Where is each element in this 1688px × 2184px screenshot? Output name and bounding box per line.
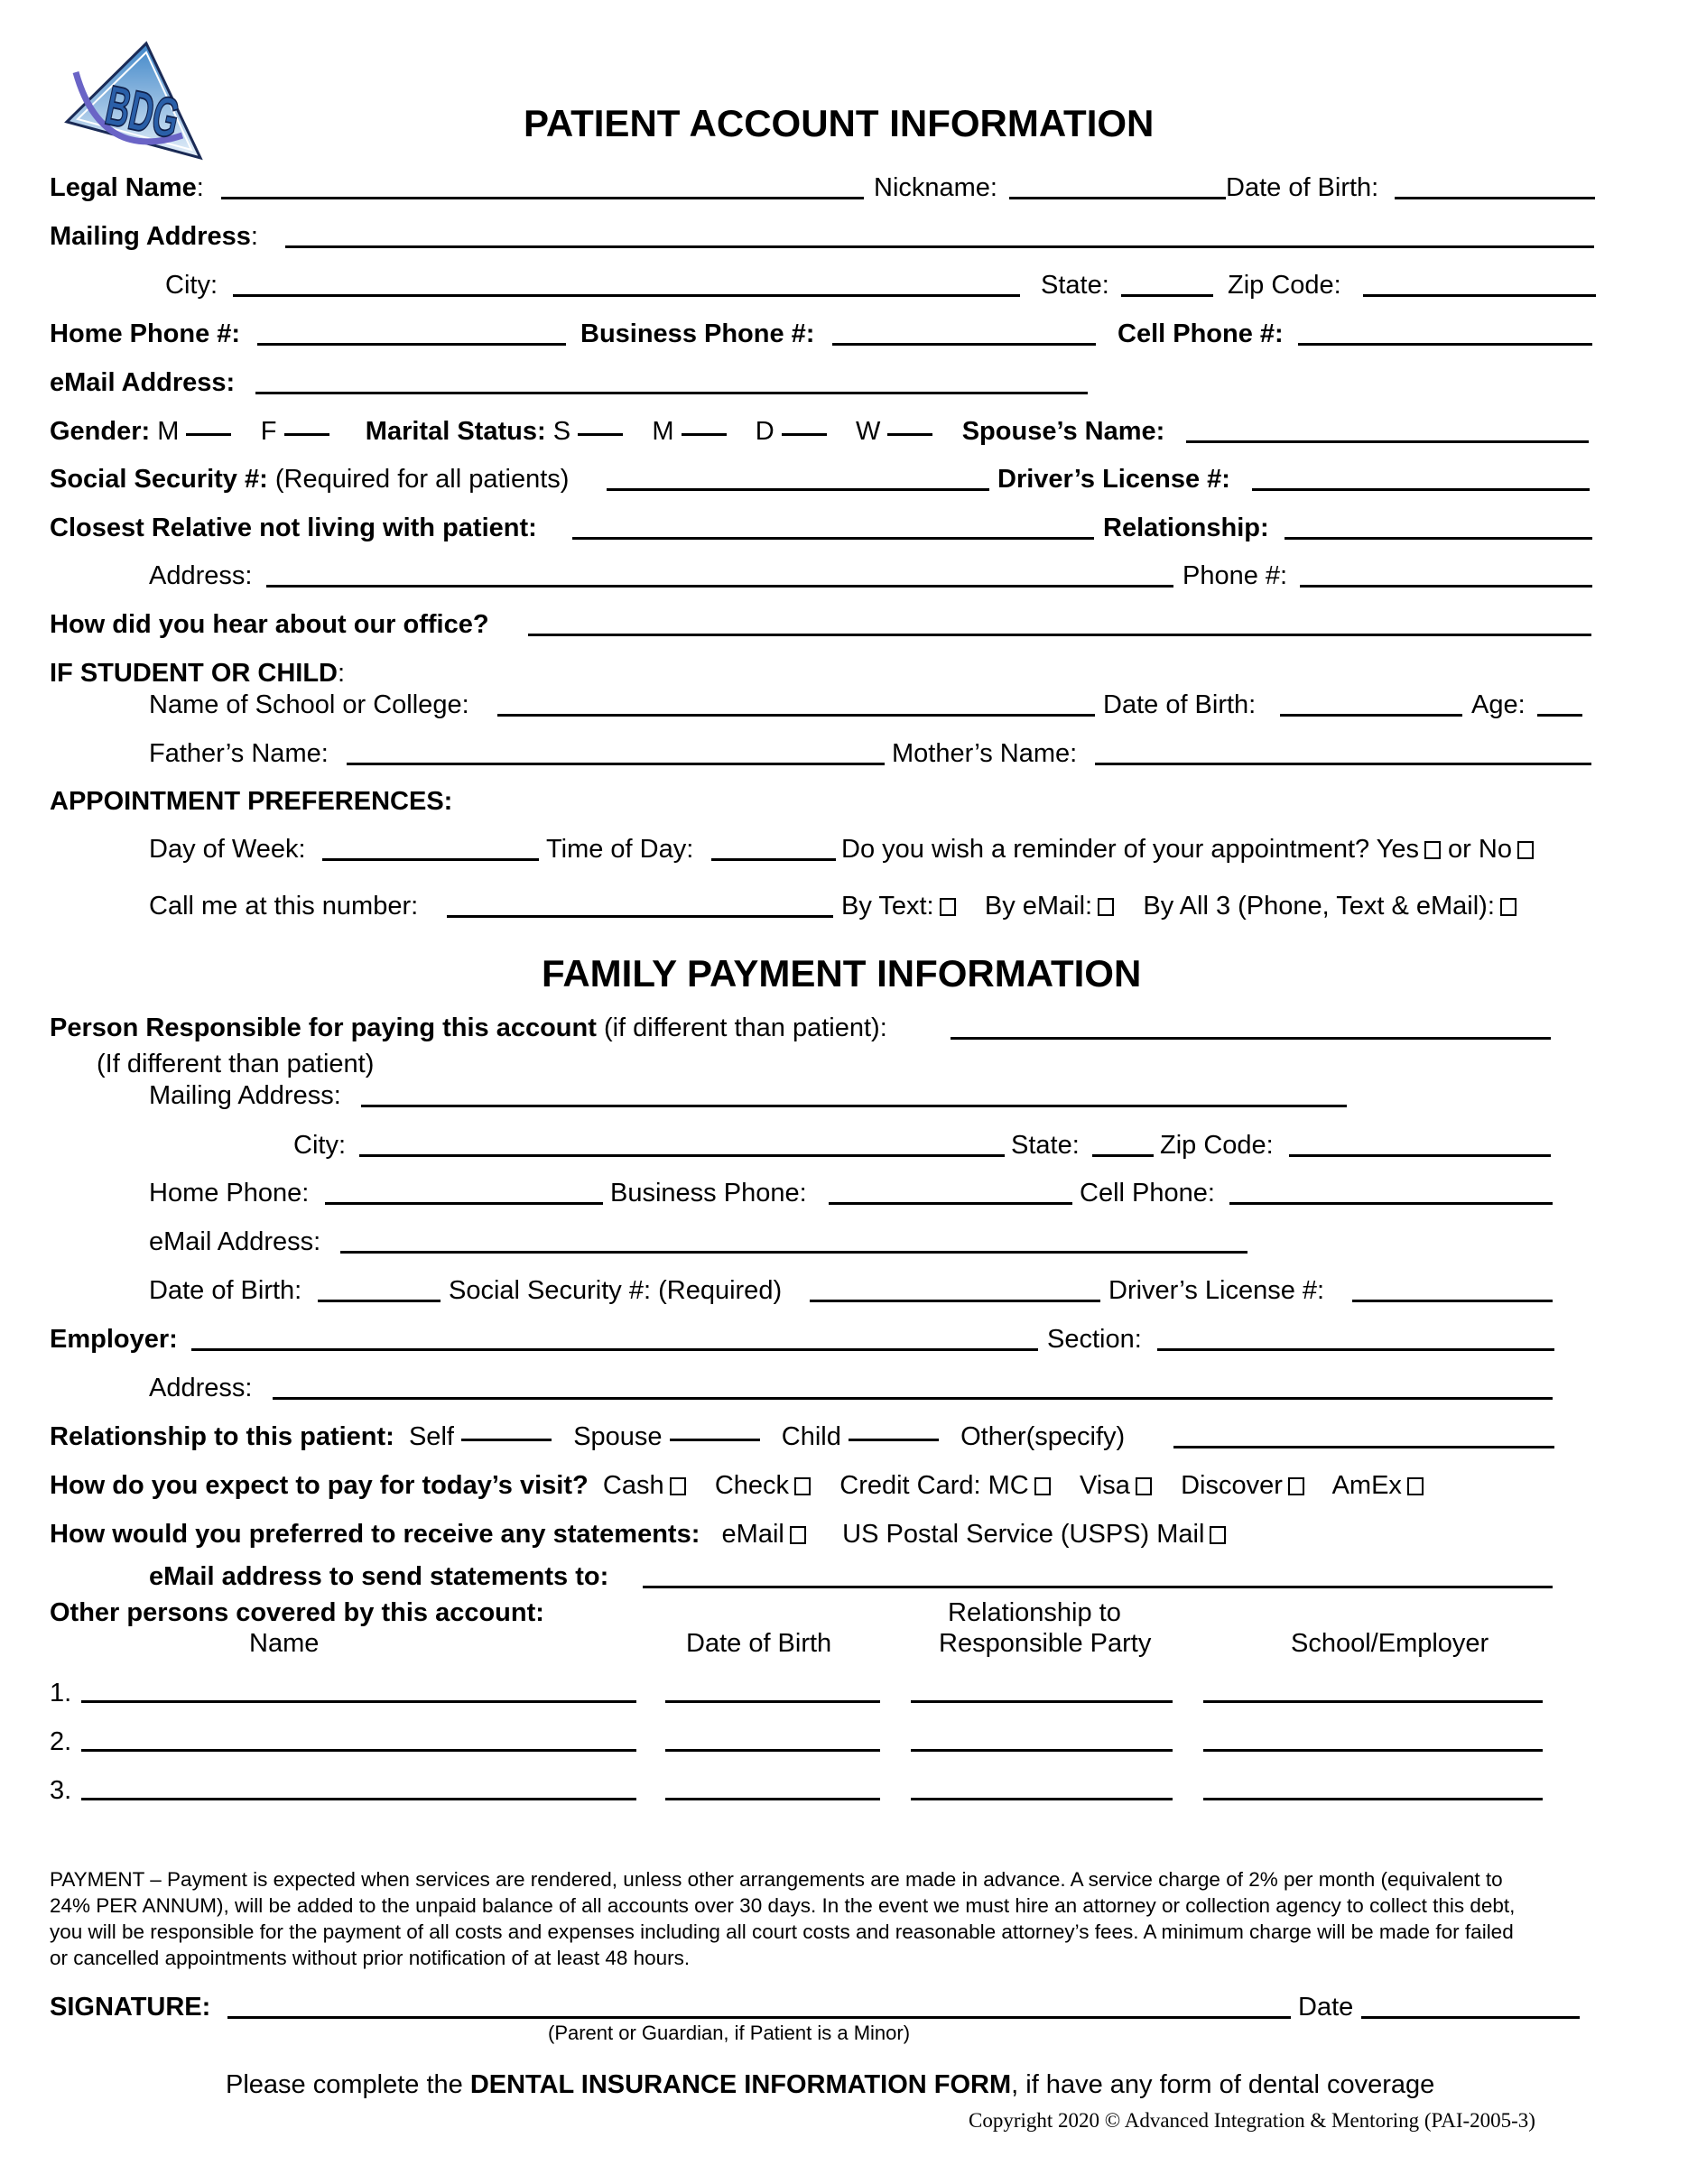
dob-label: Date of Birth: bbox=[1226, 173, 1379, 202]
cell-phone-field[interactable] bbox=[1298, 343, 1592, 346]
nickname-field[interactable] bbox=[1009, 197, 1226, 199]
bdg-logo bbox=[56, 36, 209, 162]
hear-about-label: How did you hear about our office? bbox=[50, 610, 489, 639]
zip-label: Zip Code: bbox=[1228, 271, 1341, 300]
zip-field[interactable] bbox=[1363, 294, 1596, 297]
pay-visa-checkbox[interactable] bbox=[1136, 1477, 1152, 1495]
family-dl-label: Driver’s License #: bbox=[1108, 1276, 1325, 1305]
relationship-field[interactable] bbox=[1285, 537, 1592, 540]
date-label: Date bbox=[1298, 1993, 1354, 2022]
state-field[interactable] bbox=[1121, 294, 1213, 297]
statement-pref-row: How would you preferred to receive any statements: eMail US Postal Service (USPS) Mail bbox=[50, 1522, 1226, 1548]
stmt-email-field[interactable] bbox=[643, 1586, 1553, 1588]
row-3-rel-field[interactable] bbox=[911, 1798, 1173, 1800]
legal-name-field[interactable] bbox=[221, 197, 864, 199]
spouse-name-field[interactable] bbox=[1186, 440, 1589, 443]
relative-label: Closest Relative not living with patient: bbox=[50, 514, 537, 542]
relative-phone-label: Phone #: bbox=[1183, 561, 1288, 590]
legal-name-label: Legal Name: bbox=[50, 173, 204, 202]
age-field[interactable] bbox=[1537, 714, 1582, 717]
contact-options: By Text: By eMail: By All 3 (Phone, Text & eMail): bbox=[841, 893, 1516, 920]
stmt-email-label: eMail address to send statements to: bbox=[149, 1562, 609, 1591]
relative-phone-field[interactable] bbox=[1300, 585, 1592, 588]
marital-w-field[interactable] bbox=[887, 433, 932, 436]
marital-m-field[interactable] bbox=[682, 433, 727, 436]
logo-icon bbox=[56, 36, 209, 162]
responsible-field[interactable] bbox=[951, 1037, 1551, 1040]
home-phone-field[interactable] bbox=[257, 343, 566, 346]
row-2-dob-field[interactable] bbox=[665, 1749, 880, 1752]
row-1-name-field[interactable] bbox=[81, 1700, 636, 1703]
marital-s-field[interactable] bbox=[578, 433, 623, 436]
stmt-usps-checkbox[interactable] bbox=[1210, 1526, 1226, 1544]
signature-label: SIGNATURE: bbox=[50, 1993, 211, 2022]
family-cell-phone-field[interactable] bbox=[1229, 1202, 1553, 1205]
payment-terms: PAYMENT – Payment is expected when services are rendered, unless other arrangements are made in advance. A service charge of 2% per month (equivalent to 24% PER ANNUM), will be added to the unpaid balance of all accounts over 30 days. In the event we must hire an attorney or collection agency to collect this debt, you will be responsible for the payment of all costs and expenses including all court costs and reasonable attorney’s fees. A minimum charge will be made for failed or cancelled appointments without prior notification of at least 48 hours. bbox=[50, 1868, 1516, 1969]
student-dob-label: Date of Birth: bbox=[1103, 690, 1257, 719]
family-mailing-label: Mailing Address: bbox=[149, 1081, 341, 1110]
col-rel-1: Relationship to bbox=[948, 1598, 1121, 1627]
pay-cash-checkbox[interactable] bbox=[670, 1477, 686, 1495]
dob-field[interactable] bbox=[1395, 197, 1595, 199]
employer-address-field[interactable] bbox=[273, 1397, 1553, 1400]
gender-f-field[interactable] bbox=[284, 433, 329, 436]
relative-field[interactable] bbox=[572, 537, 1094, 540]
reminder-question: Do you wish a reminder of your appointment? Yes or No bbox=[841, 837, 1534, 863]
appt-heading: APPOINTMENT PREFERENCES: bbox=[50, 787, 453, 816]
family-city-label: City: bbox=[293, 1131, 346, 1160]
mother-field[interactable] bbox=[1095, 763, 1591, 765]
rel-other-field[interactable] bbox=[1173, 1446, 1554, 1448]
family-email-field[interactable] bbox=[340, 1251, 1247, 1254]
responsible-label: Person Responsible for paying this account (if different than patient): bbox=[50, 1013, 887, 1042]
family-dl-field[interactable] bbox=[1352, 1300, 1553, 1302]
family-email-label: eMail Address: bbox=[149, 1227, 321, 1256]
if-different-note: (If different than patient) bbox=[97, 1050, 375, 1078]
row-3-dob-field[interactable] bbox=[665, 1798, 880, 1800]
family-home-phone-label: Home Phone: bbox=[149, 1179, 310, 1208]
student-heading: IF STUDENT OR CHILD: bbox=[50, 659, 346, 688]
family-city-field[interactable] bbox=[359, 1154, 1005, 1157]
gender-marital-row: Gender: M F Marital Status: S M D W Spouse’s Name: bbox=[50, 417, 1165, 446]
marital-d-field[interactable] bbox=[782, 433, 827, 436]
reminder-no-checkbox[interactable] bbox=[1517, 841, 1534, 859]
family-state-label: State: bbox=[1011, 1131, 1080, 1160]
relative-address-label: Address: bbox=[149, 561, 253, 590]
row-2-name-field[interactable] bbox=[81, 1749, 636, 1752]
page-title: PATIENT ACCOUNT INFORMATION bbox=[524, 102, 1155, 144]
family-ssn-label: Social Security #: (Required) bbox=[449, 1276, 783, 1305]
dl-label: Driver’s License #: bbox=[997, 465, 1230, 494]
employer-label: Employer: bbox=[50, 1325, 178, 1354]
student-dob-field[interactable] bbox=[1280, 714, 1462, 717]
svg-text:BDG: BDG bbox=[100, 73, 185, 151]
by-email-checkbox[interactable] bbox=[1098, 898, 1114, 916]
guardian-note: (Parent or Guardian, if Patient is a Minor) bbox=[548, 2022, 911, 2044]
call-number-field[interactable] bbox=[447, 915, 833, 918]
signature-field[interactable] bbox=[227, 2016, 1291, 2019]
row-3-name-field[interactable] bbox=[81, 1798, 636, 1800]
pay-method-row: How do you expect to pay for today’s visit? Cash Check Credit Card: MC Visa Discover AmEx bbox=[50, 1473, 1424, 1499]
family-business-phone-field[interactable] bbox=[829, 1202, 1072, 1205]
row-2-label: 2. bbox=[50, 1727, 72, 1756]
family-business-phone-label: Business Phone: bbox=[610, 1179, 807, 1208]
pay-mc-checkbox[interactable] bbox=[1034, 1477, 1051, 1495]
call-label: Call me at this number: bbox=[149, 892, 419, 921]
row-1-dob-field[interactable] bbox=[665, 1700, 880, 1703]
home-phone-label: Home Phone #: bbox=[50, 319, 241, 348]
family-zip-label: Zip Code: bbox=[1160, 1131, 1274, 1160]
signature-date-field[interactable] bbox=[1361, 2016, 1580, 2019]
mother-label: Mother’s Name: bbox=[892, 739, 1078, 768]
nickname-label: Nickname: bbox=[874, 173, 997, 202]
relationship-row: Relationship to this patient: Self Spouse Child Other(specify) bbox=[50, 1422, 1126, 1451]
email-field[interactable] bbox=[255, 392, 1088, 394]
time-label: Time of Day: bbox=[546, 835, 694, 864]
row-1-label: 1. bbox=[50, 1679, 72, 1707]
city-label: City: bbox=[165, 271, 218, 300]
family-zip-field[interactable] bbox=[1289, 1154, 1551, 1157]
row-3-school-field[interactable] bbox=[1203, 1798, 1543, 1800]
rel-child-field[interactable] bbox=[849, 1439, 939, 1441]
col-name: Name bbox=[249, 1629, 320, 1658]
family-dob-label: Date of Birth: bbox=[149, 1276, 302, 1305]
others-heading: Other persons covered by this account: bbox=[50, 1598, 544, 1627]
family-title: FAMILY PAYMENT INFORMATION bbox=[542, 952, 1142, 995]
insurance-notice: Please complete the DENTAL INSURANCE INFORMATION FORM, if have any form of dental coverage bbox=[226, 2070, 1435, 2099]
ssn-label: Social Security #: (Required for all patients) bbox=[50, 465, 570, 494]
by-all-checkbox[interactable] bbox=[1500, 898, 1516, 916]
reminder-yes-checkbox[interactable] bbox=[1424, 841, 1441, 859]
father-label: Father’s Name: bbox=[149, 739, 329, 768]
city-field[interactable] bbox=[233, 294, 1020, 297]
state-label: State: bbox=[1041, 271, 1109, 300]
col-rel-2: Responsible Party bbox=[939, 1629, 1152, 1658]
dl-field[interactable] bbox=[1252, 488, 1590, 491]
day-label: Day of Week: bbox=[149, 835, 306, 864]
row-1-rel-field[interactable] bbox=[911, 1700, 1173, 1703]
relationship-label: Relationship: bbox=[1103, 514, 1269, 542]
email-label: eMail Address: bbox=[50, 368, 236, 397]
school-label: Name of School or College: bbox=[149, 690, 469, 719]
day-field[interactable] bbox=[322, 858, 539, 861]
hear-about-field[interactable] bbox=[528, 634, 1591, 636]
rel-self-field[interactable] bbox=[461, 1439, 552, 1441]
pay-discover-checkbox[interactable] bbox=[1288, 1477, 1304, 1495]
row-2-rel-field[interactable] bbox=[911, 1749, 1173, 1752]
col-dob: Date of Birth bbox=[686, 1629, 832, 1658]
family-ssn-field[interactable] bbox=[810, 1300, 1100, 1302]
section-field[interactable] bbox=[1157, 1348, 1554, 1351]
time-field[interactable] bbox=[711, 858, 836, 861]
father-field[interactable] bbox=[347, 763, 885, 765]
employer-field[interactable] bbox=[191, 1348, 1038, 1351]
family-state-field[interactable] bbox=[1092, 1154, 1154, 1157]
rel-spouse-field[interactable] bbox=[670, 1439, 760, 1441]
mailing-address-field[interactable] bbox=[285, 245, 1594, 248]
stmt-email-checkbox[interactable] bbox=[790, 1526, 806, 1544]
cell-phone-label: Cell Phone #: bbox=[1118, 319, 1284, 348]
pay-check-checkbox[interactable] bbox=[794, 1477, 811, 1495]
section-label: Section: bbox=[1047, 1325, 1142, 1354]
copyright: Copyright 2020 © Advanced Integration & Mentoring (PAI-2005-3) bbox=[969, 2109, 1535, 2132]
pay-amex-checkbox[interactable] bbox=[1407, 1477, 1424, 1495]
row-1-school-field[interactable] bbox=[1203, 1700, 1543, 1703]
gender-m-field[interactable] bbox=[186, 433, 231, 436]
col-school: School/Employer bbox=[1291, 1629, 1489, 1658]
school-field[interactable] bbox=[497, 714, 1095, 717]
family-home-phone-field[interactable] bbox=[325, 1202, 603, 1205]
row-3-label: 3. bbox=[50, 1776, 72, 1805]
family-cell-phone-label: Cell Phone: bbox=[1080, 1179, 1215, 1208]
age-label: Age: bbox=[1471, 690, 1526, 719]
row-2-school-field[interactable] bbox=[1203, 1749, 1543, 1752]
family-dob-field[interactable] bbox=[318, 1300, 441, 1302]
mailing-address-label: Mailing Address: bbox=[50, 222, 258, 251]
employer-address-label: Address: bbox=[149, 1374, 253, 1402]
relative-address-field[interactable] bbox=[266, 585, 1173, 588]
ssn-field[interactable] bbox=[607, 488, 989, 491]
business-phone-label: Business Phone #: bbox=[580, 319, 815, 348]
by-text-checkbox[interactable] bbox=[940, 898, 956, 916]
family-mailing-field[interactable] bbox=[361, 1105, 1347, 1107]
business-phone-field[interactable] bbox=[832, 343, 1096, 346]
